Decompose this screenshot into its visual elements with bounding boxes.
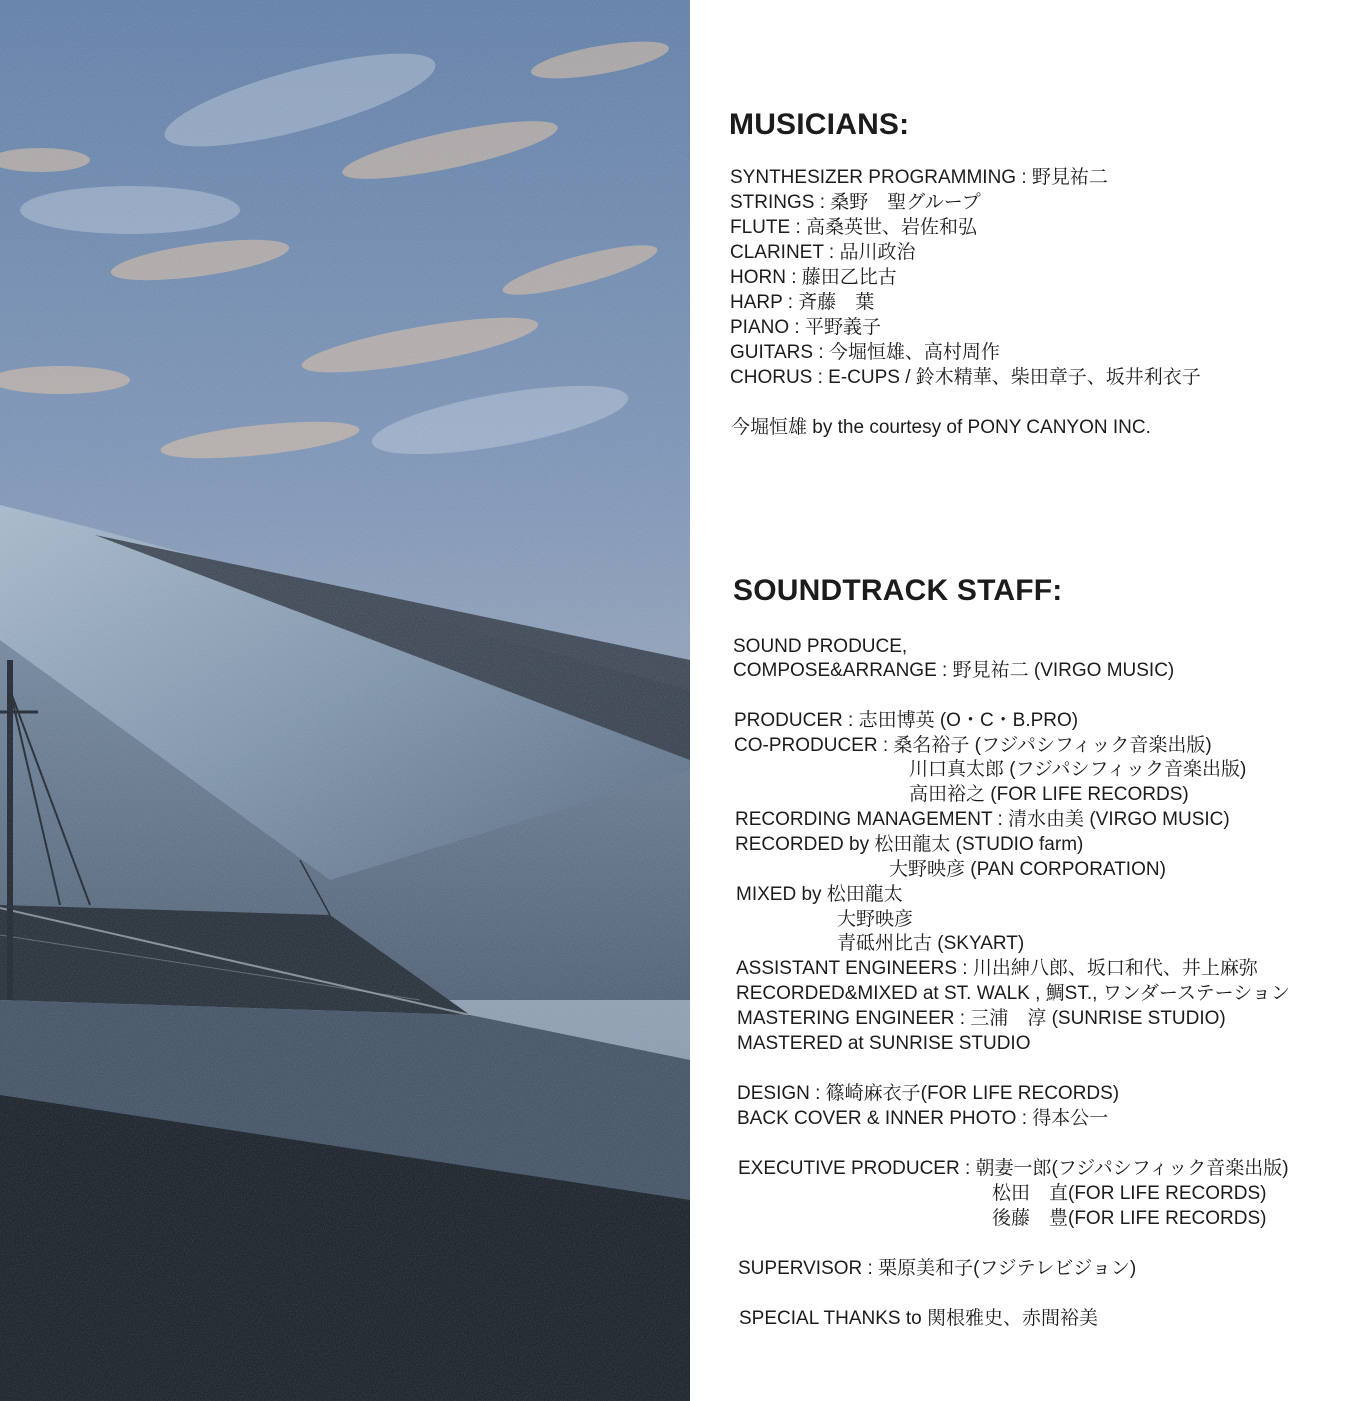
staff-compose-arrange: COMPOSE&ARRANGE : 野見祐二 (VIRGO MUSIC)	[733, 660, 1175, 681]
musician-credit-horn: HORN : 藤田乙比古	[730, 267, 897, 288]
soundtrack-staff-heading: SOUNDTRACK STAFF:	[733, 574, 1063, 607]
courtesy-note: 今堀恒雄 by the courtesy of PONY CANYON INC.	[731, 417, 1151, 438]
staff-back-cover: BACK COVER & INNER PHOTO : 得本公一	[737, 1108, 1109, 1129]
staff-mastered-at: MASTERED at SUNRISE STUDIO	[737, 1033, 1031, 1054]
staff-supervisor: SUPERVISOR : 栗原美和子(フジテレビジョン)	[738, 1258, 1137, 1279]
staff-co-producer: CO-PRODUCER : 桑名裕子 (フジパシフィック音楽出版)	[734, 735, 1212, 756]
staff-executive-producer: EXECUTIVE PRODUCER : 朝妻一郎(フジパシフィック音楽出版)	[738, 1158, 1289, 1179]
staff-mixed-by-3: 青砥州比古 (SKYART)	[837, 933, 1025, 954]
staff-assistant-engineers: ASSISTANT ENGINEERS : 川出紳八郎、坂口和代、井上麻弥	[736, 958, 1258, 979]
musician-credit-chorus: CHORUS : E-CUPS / 鈴木精華、柴田章子、坂井利衣子	[730, 367, 1201, 388]
staff-co-producer-2: 川口真太郎 (フジパシフィック音楽出版)	[909, 759, 1247, 780]
staff-co-producer-3: 高田裕之 (FOR LIFE RECORDS)	[909, 784, 1189, 805]
staff-recording-management: RECORDING MANAGEMENT : 清水由美 (VIRGO MUSIC)	[735, 809, 1230, 830]
staff-recorded-by-2: 大野映彦 (PAN CORPORATION)	[889, 859, 1166, 880]
staff-design: DESIGN : 篠崎麻衣子(FOR LIFE RECORDS)	[737, 1083, 1120, 1104]
musician-credit-synthesizer: SYNTHESIZER PROGRAMMING : 野見祐二	[730, 167, 1108, 188]
staff-recorded-mixed-at: RECORDED&MIXED at ST. WALK , 鯛ST., ワンダーステーション	[736, 983, 1290, 1004]
musician-credit-harp: HARP : 斉藤 葉	[730, 292, 875, 313]
staff-sound-produce: SOUND PRODUCE,	[733, 636, 908, 657]
staff-mastering-engineer: MASTERING ENGINEER : 三浦 淳 (SUNRISE STUDIO)	[737, 1008, 1226, 1029]
staff-special-thanks: SPECIAL THANKS to 関根雅史、赤間裕美	[739, 1308, 1098, 1329]
musician-credit-flute: FLUTE : 高桑英世、岩佐和弘	[730, 217, 978, 238]
staff-executive-producer-3: 後藤 豊(FOR LIFE RECORDS)	[992, 1208, 1267, 1229]
staff-mixed-by-2: 大野映彦	[837, 909, 914, 930]
staff-executive-producer-2: 松田 直(FOR LIFE RECORDS)	[992, 1183, 1267, 1204]
musician-credit-piano: PIANO : 平野義子	[730, 317, 881, 338]
staff-mixed-by: MIXED by 松田龍太	[736, 884, 903, 905]
musician-credit-strings: STRINGS : 桑野 聖グループ	[730, 192, 981, 213]
staff-producer: PRODUCER : 志田博英 (O・C・B.PRO)	[734, 710, 1079, 731]
credits-panel	[729, 0, 1354, 1401]
musician-credit-clarinet: CLARINET : 品川政治	[730, 242, 916, 263]
staff-recorded-by: RECORDED by 松田龍太 (STUDIO farm)	[735, 834, 1084, 855]
musicians-heading: MUSICIANS:	[729, 108, 910, 141]
musician-credit-guitars: GUITARS : 今堀恒雄、高村周作	[730, 342, 1000, 363]
